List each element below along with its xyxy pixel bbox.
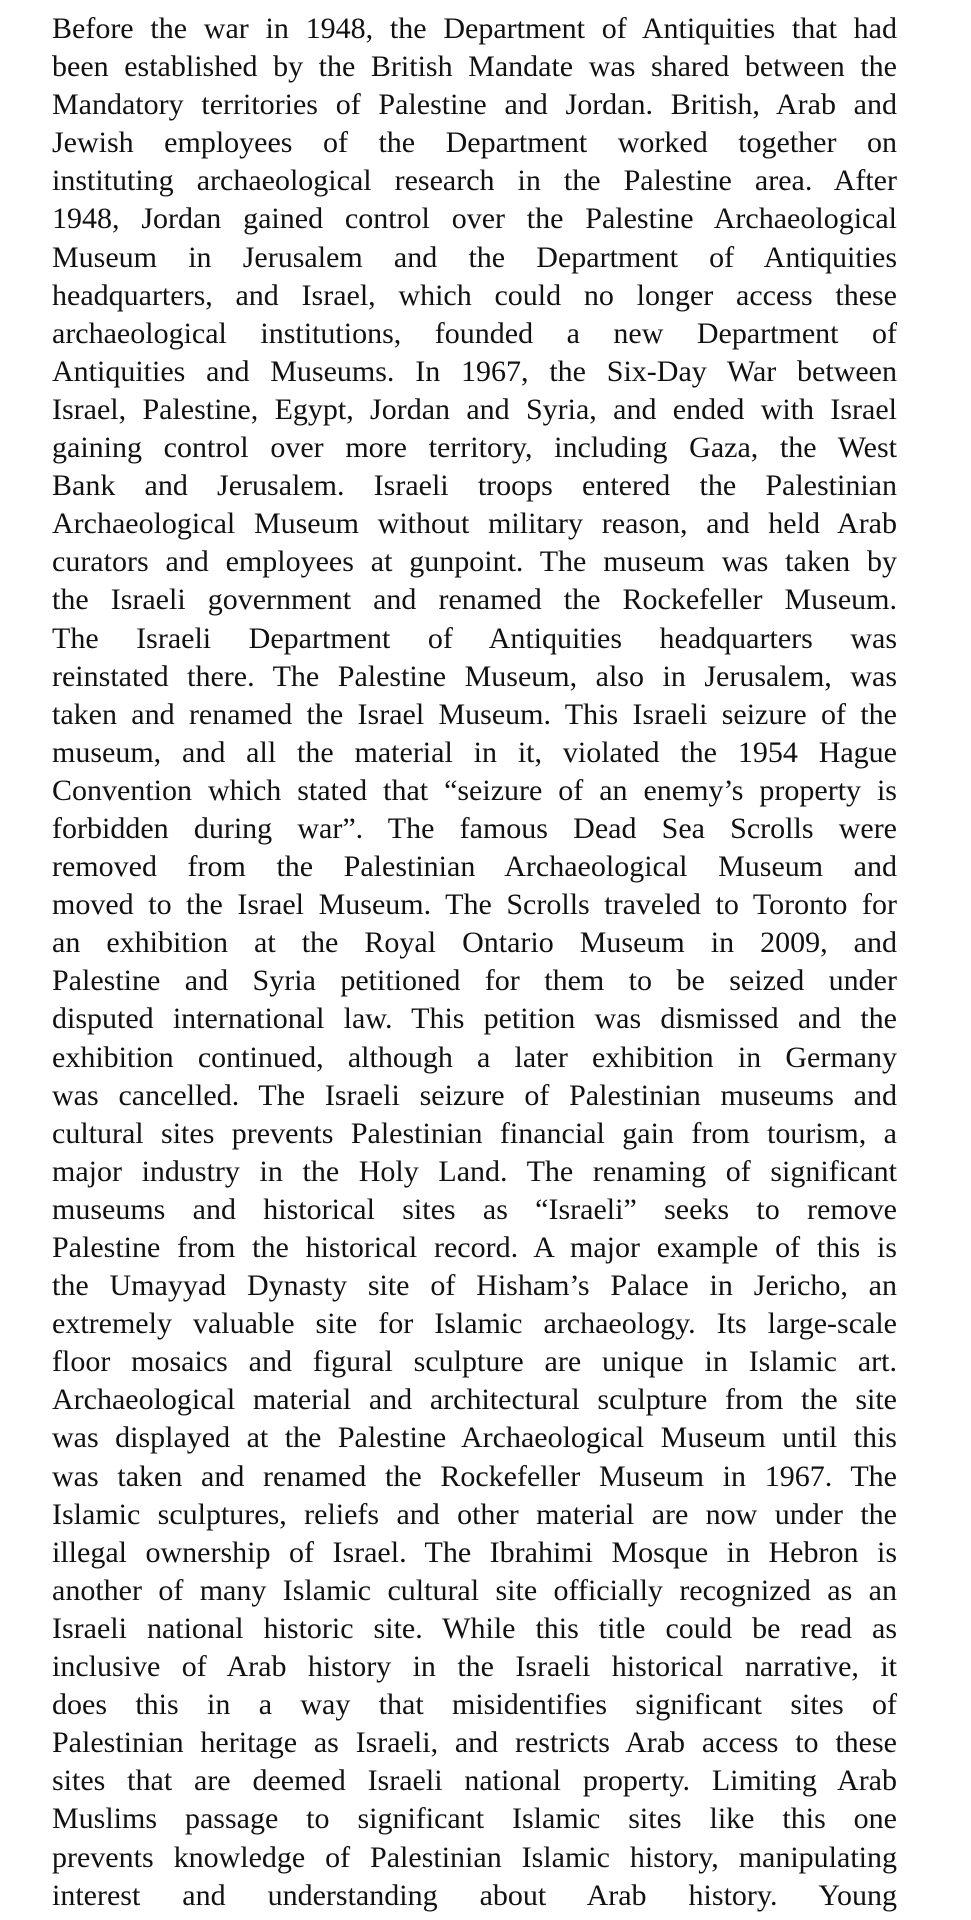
text-line: sites that are deemed Israeli national property. Limiting Arab xyxy=(52,1764,897,1798)
text-line: 1948, Jordan gained control over the Palestine Archaeological xyxy=(52,202,897,236)
document-body xyxy=(52,10,897,1915)
text-line: was taken and renamed the Rockefeller Museum in 1967. The xyxy=(52,1459,897,1493)
text-line: museums and historical sites as “Israeli” seeks to remove xyxy=(52,1192,897,1226)
text-line: prevents knowledge of Palestinian Islamic history, manipulating xyxy=(52,1840,897,1874)
text-line: the Israeli government and renamed the Rockefeller Museum. xyxy=(52,583,897,617)
text-line: inclusive of Arab history in the Israeli historical narrative, it xyxy=(52,1650,897,1684)
text-line: extremely valuable site for Islamic archaeology. Its large-scale xyxy=(52,1307,897,1341)
text-line: Palestine from the historical record. A major example of this is xyxy=(52,1231,897,1264)
text-line: Convention which stated that “seizure of an enemy’s property is xyxy=(52,773,897,807)
text-line: removed from the Palestinian Archaeological Museum and xyxy=(52,850,897,884)
text-line: Israeli national historic site. While this title could be read as xyxy=(52,1611,897,1645)
text-line: another of many Islamic cultural site officially recognized as an xyxy=(52,1573,897,1607)
text-line: The Israeli Department of Antiquities headquarters was xyxy=(52,621,897,655)
text-line: major industry in the Holy Land. The renaming of significant xyxy=(52,1154,897,1188)
text-line: Archaeological material and architectural sculpture from the site xyxy=(52,1383,897,1417)
text-line: forbidden during war”. The famous Dead Sea Scrolls were xyxy=(52,811,897,845)
text-line: Mandatory territories of Palestine and Jordan. British, Arab and xyxy=(52,88,897,122)
text-line: an exhibition at the Royal Ontario Museum in 2009, and xyxy=(52,926,897,960)
text-line: Before the war in 1948, the Department of Antiquities that had xyxy=(52,12,897,45)
text-line: reinstated there. The Palestine Museum, also in Jerusalem, was xyxy=(52,659,897,693)
text-line: Archaeological Museum without military reason, and held Arab xyxy=(52,507,897,541)
text-line: moved to the Israel Museum. The Scrolls traveled to Toronto for xyxy=(52,888,897,922)
text-line: Museum in Jerusalem and the Department of Antiquities xyxy=(52,240,897,274)
text-line: gaining control over more territory, including Gaza, the West xyxy=(52,431,897,465)
paragraph xyxy=(52,10,897,1915)
text-line: the Umayyad Dynasty site of Hisham’s Palace in Jericho, an xyxy=(52,1269,897,1303)
text-line: Antiquities and Museums. In 1967, the Six-Day War between xyxy=(52,354,897,388)
text-line: interest and understanding about Arab history. Young xyxy=(52,1878,897,1912)
text-line: cultural sites prevents Palestinian financial gain from tourism, a xyxy=(52,1116,897,1150)
text-line: Bank and Jerusalem. Israeli troops entered the Palestinian xyxy=(52,469,897,503)
text-line: instituting archaeological research in the Palestine area. After xyxy=(52,164,897,198)
text-line: headquarters, and Israel, which could no longer access these xyxy=(52,278,897,312)
text-line: Palestinian heritage as Israeli, and restricts Arab access to these xyxy=(52,1726,897,1760)
text-line: disputed international law. This petition was dismissed and the xyxy=(52,1002,897,1036)
text-line: museum, and all the material in it, violated the 1954 Hague xyxy=(52,735,897,769)
text-line: curators and employees at gunpoint. The museum was taken by xyxy=(52,545,897,579)
text-line: floor mosaics and figural sculpture are unique in Islamic art. xyxy=(52,1345,897,1379)
text-line: been established by the British Mandate was shared between the xyxy=(52,50,897,84)
text-line: Islamic sculptures, reliefs and other material are now under the xyxy=(52,1497,897,1531)
text-line: was displayed at the Palestine Archaeological Museum until this xyxy=(52,1421,897,1455)
text-line: exhibition continued, although a later exhibition in Germany xyxy=(52,1040,897,1074)
text-line: Muslims passage to significant Islamic sites like this one xyxy=(52,1802,897,1836)
text-line: does this in a way that misidentifies significant sites of xyxy=(52,1688,897,1722)
text-line: was cancelled. The Israeli seizure of Palestinian museums and xyxy=(52,1078,897,1112)
text-line: archaeological institutions, founded a new Department of xyxy=(52,316,897,350)
text-line: illegal ownership of Israel. The Ibrahimi Mosque in Hebron is xyxy=(52,1535,897,1569)
text-line: Jewish employees of the Department worked together on xyxy=(52,126,897,160)
text-line: Israel, Palestine, Egypt, Jordan and Syria, and ended with Israel xyxy=(52,392,897,426)
text-line: taken and renamed the Israel Museum. This Israeli seizure of the xyxy=(52,697,897,731)
text-line: Palestine and Syria petitioned for them to be seized under xyxy=(52,964,897,998)
